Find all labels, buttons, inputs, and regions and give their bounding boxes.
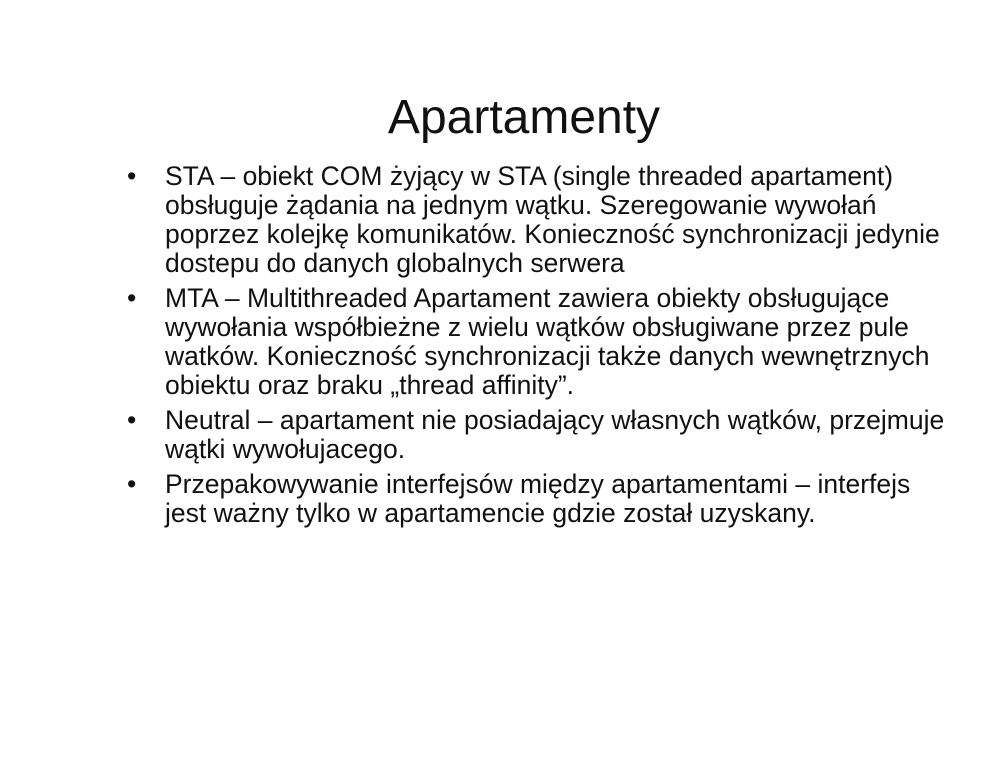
- bullet-text: MTA – Multithreaded Apartament zawiera obiekty obsługujące wywołania współbieżne z wielu wątków obsługiwane przez pule watków. Konieczność synchronizacji także danych wewnętrznych obiektu oraz braku „thread affinity”.: [165, 283, 930, 400]
- bullet-marker: •: [127, 405, 137, 435]
- slide-title: Apartamenty: [387, 91, 661, 144]
- bullet-text: Przepakowywanie interfejsów między apartamentami – interfejs jest ważny tylko w apartamencie gdzie został uzyskany.: [165, 469, 911, 528]
- bullet-text: Neutral – apartament nie posiadający własnych wątków, przejmuje wątki wywołujacego.: [165, 405, 945, 464]
- bullet-list: [127, 162, 947, 534]
- bullet-item: [127, 162, 947, 278]
- bullet-marker: •: [127, 161, 137, 191]
- bullet-item: [127, 470, 947, 528]
- bullet-item: [127, 284, 947, 400]
- bullet-marker: •: [127, 469, 137, 499]
- bullet-item: [127, 406, 947, 464]
- bullet-marker: •: [127, 283, 137, 313]
- bullet-text: STA – obiekt COM żyjący w STA (single threaded apartament) obsługuje żądania na jednym wątku. Szeregowanie wywołań poprzez kolejkę komunikatów. Konieczność synchronizacji jedynie dostepu do danych globalnych serwera: [165, 161, 940, 278]
